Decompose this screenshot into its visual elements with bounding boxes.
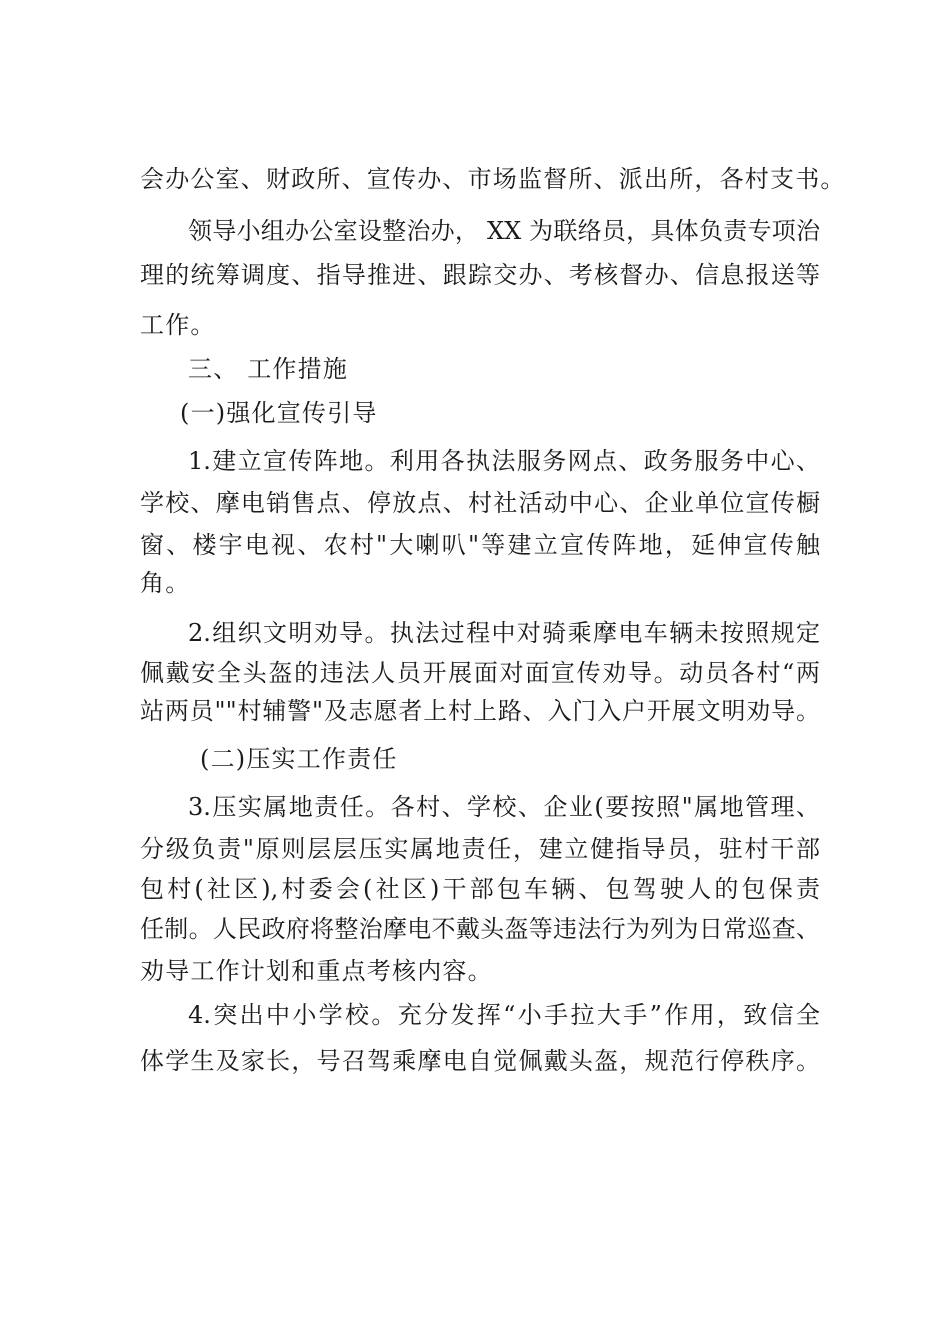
text-line-21: 体学生及家长，号召驾乘摩电自觉佩戴头盔，规范行停秩序。: [140, 1047, 820, 1075]
text-line-3: 理的统筹调度、指导推进、跟踪交办、考核督办、信息报送等: [140, 261, 820, 289]
text-line-9: 窗、楼宇电视、农村"大喇叭"等建立宣传阵地，延伸宣传触: [140, 531, 820, 559]
text-line-12: 佩戴安全头盔的违法人员开展面对面宣传劝导。动员各村“两: [140, 659, 820, 687]
text-line-10: 角。: [140, 569, 191, 597]
text-line-18: 任制。人民政府将整治摩电不戴头盔等违法行为列为日常巡查、: [140, 915, 820, 943]
text-line-1: 会办公室、财政所、宣传办、市场监督所、派出所，各村支书。: [140, 165, 846, 193]
text-line-7: 1.建立宣传阵地。利用各执法服务网点、政务服务中心、: [188, 447, 820, 475]
text-line-15: 3.压实属地责任。各村、学校、企业(要按照"属地管理、: [188, 793, 820, 821]
subsection-heading-2: (二)压实工作责任: [200, 745, 398, 773]
text-line-2: 领导小组办公室设整治办， XX 为联络员，具体负责专项治: [188, 217, 820, 245]
subsection-heading-1: (一)强化宣传引导: [180, 399, 378, 427]
text-line-20: 4.突出中小学校。充分发挥“小手拉大手”作用，致信全: [188, 1001, 820, 1029]
text-line-8: 学校、摩电销售点、停放点、村社活动中心、企业单位宣传橱: [140, 489, 820, 517]
section-heading-3: 三、 工作措施: [188, 355, 349, 383]
text-line-11: 2.组织文明劝导。执法过程中对骑乘摩电车辆未按照规定: [188, 619, 820, 647]
text-line-19: 劝导工作计划和重点考核内容。: [140, 957, 493, 985]
text-line-17: 包村(社区),村委会(社区)干部包车辆、包驾驶人的包保责: [140, 875, 820, 903]
text-line-13: 站两员""村辅警"及志愿者上村上路、入门入户开展文明劝导。: [140, 697, 820, 725]
text-line-4: 工作。: [140, 311, 216, 339]
text-line-16: 分级负责"原则层层压实属地责任，建立健指导员，驻村干部: [140, 835, 820, 863]
